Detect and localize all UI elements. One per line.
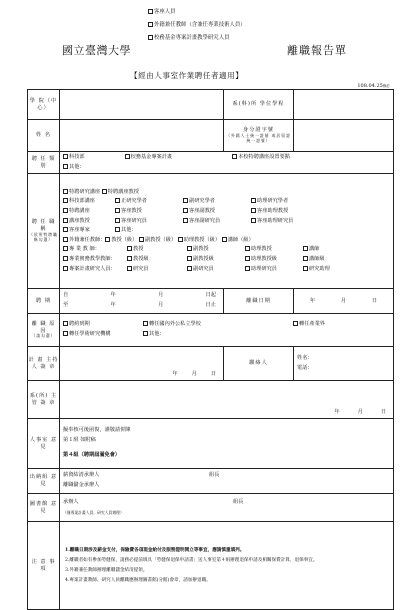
college-field[interactable] xyxy=(60,90,224,120)
checkbox[interactable] xyxy=(139,237,144,242)
position-options: 特聘研究講座 特聘講座教授 科技部講座 正研究學者 副研究學者 助理研究學者 特聘講座 客座教授 客座副教授 客座助理教授 講座教授 客座研究員 客座副研究員 客座助理研究員 客座專家 其他： 外籍兼任教師： 教授（級） 副教授（級） 助理教授（級） 講師（級） 專 業 教 師： 教授 副教授 助理教授 講師 專業實務教學教師： 教授級 副教授級 助理教授級 講師級 專案計畫研究人員： 研究員 副研究員 助理研究員 研究助理 xyxy=(60,174,394,289)
checkbox[interactable] xyxy=(303,266,308,271)
checkbox[interactable] xyxy=(293,321,298,326)
label-reason: 離 職 原 因 （請勾選） xyxy=(28,314,60,347)
label-notes: 注 意 事 項 xyxy=(28,522,60,610)
checkbox[interactable] xyxy=(63,154,68,159)
checkbox[interactable] xyxy=(148,22,153,27)
label-name: 姓 名 xyxy=(28,120,60,152)
checkbox[interactable] xyxy=(148,9,153,14)
checkbox[interactable] xyxy=(183,218,188,223)
form-title: 離職報告單 xyxy=(287,44,347,57)
checkbox[interactable] xyxy=(245,246,250,251)
reason-other[interactable]: 其他： xyxy=(143,330,165,340)
label-leave-date: 離職日期 xyxy=(224,289,294,314)
dept-field[interactable] xyxy=(294,90,394,120)
checkbox[interactable] xyxy=(183,208,188,213)
checkbox[interactable] xyxy=(63,198,68,203)
checkbox[interactable] xyxy=(178,237,183,242)
checkbox[interactable] xyxy=(127,246,132,251)
reason-options xyxy=(60,314,394,347)
label-position: 聘 任 職 稱 （依所特聘職稱勾選） xyxy=(28,174,60,289)
label-plan-host: 計 畫 主持人 簽 章 xyxy=(28,347,60,381)
checkbox[interactable] xyxy=(303,246,308,251)
checkbox[interactable] xyxy=(148,35,153,40)
checkbox[interactable] xyxy=(251,198,256,203)
notes-list xyxy=(60,522,394,610)
checkbox[interactable] xyxy=(105,237,110,242)
name-field[interactable] xyxy=(60,120,224,152)
checkbox[interactable] xyxy=(127,266,132,271)
option-foreign-adjunct[interactable]: 外籍兼任教師（含兼任專業技術人員） xyxy=(148,19,246,32)
checkbox[interactable] xyxy=(245,256,250,261)
label-dept: 系(科)所 學位學程 xyxy=(224,90,294,120)
checkbox[interactable] xyxy=(232,154,237,159)
checkbox[interactable] xyxy=(115,227,120,232)
checkbox[interactable] xyxy=(63,189,68,194)
form-subtitle: 【經由人事室作業聘任者適用】 xyxy=(130,71,244,80)
funding-other[interactable]: 其他： xyxy=(63,164,85,170)
label-personnel: 人事室 意 見 xyxy=(28,419,60,469)
cashier-opinion: 薪資結清承辦人 組長 離職儲金承辦人 xyxy=(60,469,394,494)
checkbox[interactable] xyxy=(143,331,148,336)
checkbox[interactable] xyxy=(63,208,68,213)
note-item: 1.離職日期涉及薪金支付，保險費各項現金給付及服務證明開立等事宜，應請慎重填列。 xyxy=(65,547,245,553)
note-item: 4.專案計畫教師、研究人員離職應辦理圖書館(分館)會章，請加辦退職。 xyxy=(65,577,211,583)
contact-field[interactable]: 姓名： 電話： xyxy=(294,347,394,381)
checkbox[interactable] xyxy=(115,218,120,223)
funding-option[interactable]: 科技部 xyxy=(63,154,85,160)
label-term: 聘 期 xyxy=(28,289,60,314)
term-field[interactable]: 自 年 月 日起 至 年 月 日止 xyxy=(60,289,224,314)
unit-head-signature[interactable]: 年 月 日 xyxy=(60,381,394,419)
reason-option[interactable]: 轉任國內外公私立學校 xyxy=(143,320,293,330)
checkbox[interactable] xyxy=(63,266,68,271)
label-funding: 聘 任 類 別 xyxy=(28,152,60,174)
checkbox[interactable] xyxy=(63,246,68,251)
leave-date-field[interactable]: 年 月 日 xyxy=(294,289,394,314)
checkbox[interactable] xyxy=(127,256,132,261)
checkbox[interactable] xyxy=(187,266,192,271)
option-visiting[interactable]: 客座人員 xyxy=(148,6,246,19)
checkbox[interactable] xyxy=(63,227,68,232)
label-library: 圖書館 意 見 xyxy=(28,494,60,522)
personnel-opinion: 擬奉核可後函復，謹敬請併陳 第１組 如附稿 第４組（聘期屆滿免會） xyxy=(60,419,394,469)
funding-option[interactable]: 本校特聘講座設置要點 xyxy=(232,154,290,160)
checkbox[interactable] xyxy=(125,154,130,159)
option-project[interactable]: 校務基金專案計畫教學研究人員 xyxy=(148,32,246,45)
checkbox[interactable] xyxy=(63,331,68,336)
note-item: 2.離職者如有參加勞健保，請務必提前填具「勞健保退保申請書」送人事室第４組辦理退保申請及相關保費計算，退保事宜。 xyxy=(65,557,318,563)
version-label: 108.04.25修訂 xyxy=(357,83,390,89)
personnel-type-options xyxy=(148,6,246,45)
leave-report-form xyxy=(27,89,394,610)
checkbox[interactable] xyxy=(63,164,68,169)
note-item: 3.外籍兼任教師辦理離職儲金結清提領。 xyxy=(65,567,148,573)
checkbox[interactable] xyxy=(245,266,250,271)
checkbox[interactable] xyxy=(63,237,68,242)
university-name: 國立臺灣大學 xyxy=(62,44,131,57)
reason-option[interactable]: 轉任學術研究機構 xyxy=(63,330,143,340)
label-cashier: 出納組 意 見 xyxy=(28,469,60,494)
checkbox[interactable] xyxy=(115,198,120,203)
label-id: 身分證字號 （外籍人士統一證號 或居留證統一證號） xyxy=(224,120,294,152)
checkbox[interactable] xyxy=(102,189,107,194)
checkbox[interactable] xyxy=(187,256,192,261)
reason-option[interactable]: 聘約到期 xyxy=(63,320,143,330)
funding-option[interactable]: 校務基金專案計畫 xyxy=(125,154,173,160)
checkbox[interactable] xyxy=(63,256,68,261)
checkbox[interactable] xyxy=(251,218,256,223)
reason-option[interactable]: 轉任產業界 xyxy=(293,320,325,330)
checkbox[interactable] xyxy=(115,208,120,213)
label-college: 學 院（中心） xyxy=(28,90,60,120)
library-opinion: 承辦人 組長 （僅專案計畫人員、研究人員辦理） xyxy=(60,494,394,522)
checkbox[interactable] xyxy=(143,321,148,326)
label-contact: 聯絡人 xyxy=(224,347,294,381)
checkbox[interactable] xyxy=(63,321,68,326)
id-field[interactable] xyxy=(294,120,394,152)
funding-options xyxy=(60,152,394,174)
checkbox[interactable] xyxy=(63,218,68,223)
checkbox[interactable] xyxy=(183,198,188,203)
label-unit-head: 系(所) 主 管 簽 章 xyxy=(28,381,60,419)
checkbox[interactable] xyxy=(187,246,192,251)
plan-host-signature[interactable]: 年 月 日 xyxy=(60,347,224,381)
checkbox[interactable] xyxy=(303,256,308,261)
checkbox[interactable] xyxy=(222,237,227,242)
checkbox[interactable] xyxy=(251,208,256,213)
